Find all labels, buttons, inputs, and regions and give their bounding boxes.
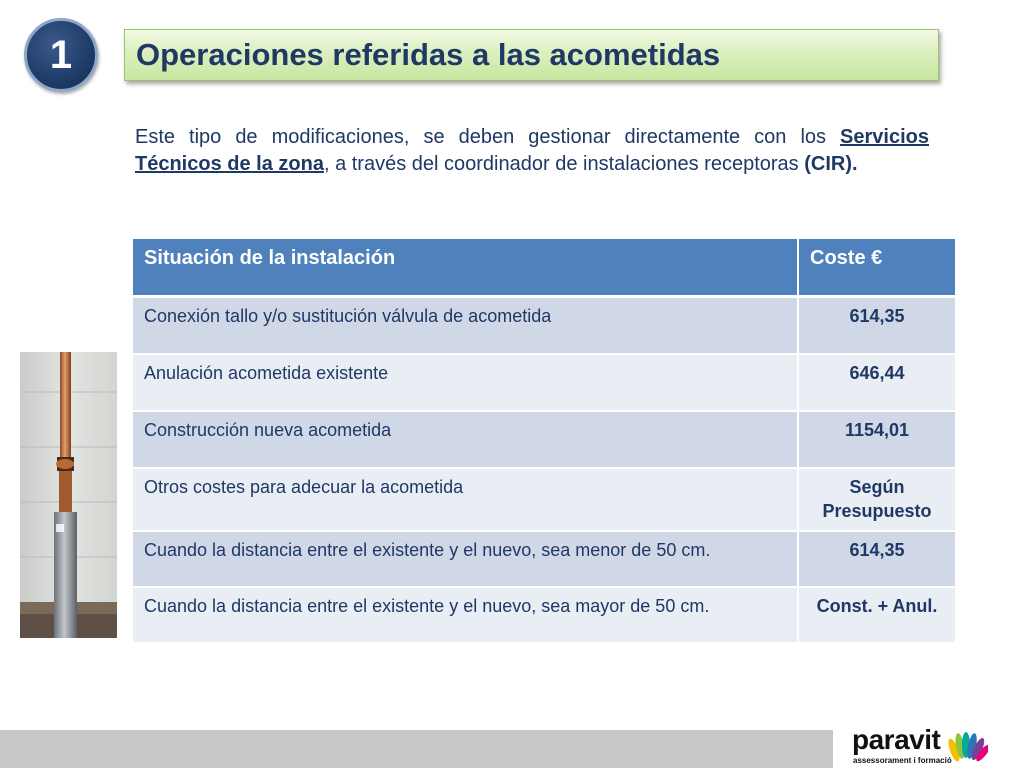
gas-pipe-photo-icon [20, 352, 117, 638]
situacion-cell: Conexión tallo y/o sustitución válvula de acometida [133, 297, 798, 354]
table-row [133, 531, 955, 587]
logo-name: paravit [852, 724, 941, 755]
slide-number: 1 [49, 32, 73, 77]
title-box [124, 29, 939, 81]
page-title: Operaciones referidas a las acometidas [136, 37, 721, 72]
table-row [133, 297, 955, 354]
footer-bar [0, 730, 833, 768]
intro-text-2: , a través del coordinador de instalaciones receptoras [323, 153, 805, 175]
situacion-cell: Cuando la distancia entre el existente y el nuevo, sea mayor de 50 cm. [133, 587, 798, 643]
situacion-cell: Cuando la distancia entre el existente y el nuevo, sea menor de 50 cm. [133, 531, 798, 587]
situacion-cell: Construcción nueva acometida [133, 411, 798, 468]
servicios-tecnicos-link: Servicios Técnicos de la zona [135, 126, 929, 175]
paravit-logo [850, 724, 1010, 768]
table-row [133, 411, 955, 468]
coste-cell: Según Presupuesto [798, 468, 955, 531]
coste-cell: 1154,01 [798, 411, 955, 468]
logo-tagline: assessorament i formació [853, 756, 952, 765]
costs-table [133, 239, 955, 644]
header-coste: Coste € [798, 239, 955, 297]
table-header-row [133, 239, 955, 297]
coste-cell: Const. + Anul. [798, 587, 955, 643]
table-row [133, 587, 955, 643]
situacion-cell: Anulación acometida existente [133, 354, 798, 411]
cir-emphasis: (CIR). [804, 153, 858, 175]
slide-number-badge [24, 18, 98, 92]
coste-cell: 614,35 [798, 297, 955, 354]
coste-cell: 646,44 [798, 354, 955, 411]
table-row [133, 354, 955, 411]
situacion-cell: Otros costes para adecuar la acometida [133, 468, 798, 531]
intro-paragraph [135, 124, 929, 178]
coste-cell: 614,35 [798, 531, 955, 587]
intro-text-1: Este tipo de modificaciones, se deben gestionar directamente con los [135, 126, 841, 148]
feather-fan-icon [946, 726, 988, 766]
header-situacion: Situación de la instalación [133, 239, 798, 297]
table-row [133, 468, 955, 531]
